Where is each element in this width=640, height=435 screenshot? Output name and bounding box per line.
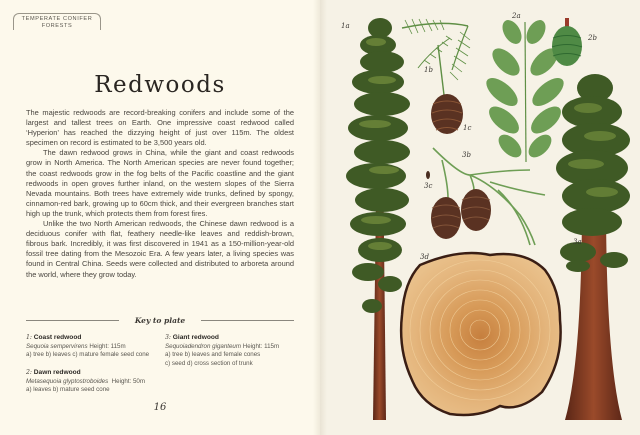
key-entry-coast-redwood bbox=[26, 334, 166, 360]
paragraph: Unlike the two North American redwoods, the Chinese dawn redwood is a deciduous conifer with flat, feathery needle-like leaves and reddish-brown, fibrous bark. Incredibly, it was first discovered in 1941 as a 150-million-year-old fossil tree dating from the Mesozoic Era. A few years later, a living species was found in Central China. Seeds were collected and distributed to arboreta around the world, where they grow today. bbox=[26, 219, 294, 279]
paragraph: The majestic redwoods are record-breaking conifers and include some of the largest and tallest trees on Earth. One impressive coast redwood called ‘Hyperion’ has reached the dizzying height of just over 115m. The oldest specimen on record is estimated to be 3,500 years old. bbox=[26, 108, 294, 148]
coast-redwood-cone-illustration bbox=[431, 94, 463, 134]
right-page-plate bbox=[320, 0, 640, 435]
page-title: Redwoods bbox=[94, 72, 226, 98]
giant-redwood-tree-illustration bbox=[556, 74, 630, 420]
key-height: Height: 115m bbox=[242, 342, 280, 350]
dawn-redwood-cone-illustration bbox=[552, 18, 582, 66]
divider bbox=[26, 320, 119, 321]
key-number: 2: bbox=[26, 369, 33, 376]
key-height: Height: 115m bbox=[89, 342, 126, 350]
key-scientific: Sequoiadendron giganteum bbox=[165, 342, 242, 350]
plate-label-3a: 3a bbox=[573, 238, 582, 246]
key-parts: a) tree b) leaves and female cones bbox=[165, 351, 261, 359]
giant-redwood-seed-illustration bbox=[426, 171, 430, 179]
book-gutter bbox=[313, 0, 327, 435]
key-entry-dawn-redwood bbox=[26, 369, 166, 395]
plate-label-1c: 1c bbox=[463, 124, 472, 132]
key-name: Coast redwood bbox=[33, 334, 82, 341]
plate-label-1b: 1b bbox=[424, 66, 433, 74]
plate-label-2b: 2b bbox=[588, 34, 597, 42]
plate-label-3d: 3d bbox=[420, 253, 429, 261]
key-height: Height: 50m bbox=[111, 377, 146, 385]
plate-label-2a: 2a bbox=[512, 12, 521, 20]
key-parts: c) seed d) cross section of trunk bbox=[165, 359, 253, 367]
coast-redwood-leaves-illustration bbox=[402, 19, 470, 95]
giant-redwood-leaves-cones-illustration bbox=[431, 148, 545, 245]
section-tab-line2: FORESTS bbox=[41, 23, 73, 29]
key-scientific: Metasequoia glyptostroboides bbox=[26, 377, 109, 385]
key-parts: a) tree b) leaves c) mature female seed cone bbox=[26, 351, 150, 359]
plate-label-1a: 1a bbox=[341, 22, 350, 30]
body-text bbox=[26, 108, 294, 280]
key-scientific: Sequoia sempervirens bbox=[26, 342, 88, 350]
section-tab-line1: TEMPERATE CONIFER bbox=[21, 16, 93, 22]
coast-redwood-tree-illustration bbox=[346, 18, 410, 420]
section-tab bbox=[13, 13, 101, 30]
key-entry-giant-redwood bbox=[165, 334, 305, 368]
plate-label-3c: 3c bbox=[424, 182, 433, 190]
key-name: Giant redwood bbox=[172, 334, 219, 341]
key-parts: a) leaves b) mature seed cone bbox=[26, 386, 110, 394]
paragraph: The dawn redwood grows in China, while the giant and coast redwoods grow in North America. The North American species are never found together; the coast redwoods grow in the fog belts of the Pacific coastline and the giant redwoods in open groves further inland, on the western slopes of the Sierra Nevada mountains. Both trees have extremely wide trunks, defined by spongy, cinnamon-red bark, growing up to 60cm thick, and their evergreen branches start high up the trunk, which protects them from forest fires. bbox=[26, 148, 294, 218]
botanical-plate bbox=[320, 0, 640, 435]
key-header bbox=[26, 314, 294, 326]
key-header-label: Key to plate bbox=[134, 315, 186, 325]
key-number: 1: bbox=[26, 334, 33, 341]
key-number: 3: bbox=[165, 334, 172, 341]
divider bbox=[201, 320, 294, 321]
plate-label-3b: 3b bbox=[462, 151, 471, 159]
page-number: 16 bbox=[153, 402, 167, 413]
trunk-cross-section-illustration bbox=[401, 253, 561, 415]
key-name: Dawn redwood bbox=[33, 369, 81, 376]
